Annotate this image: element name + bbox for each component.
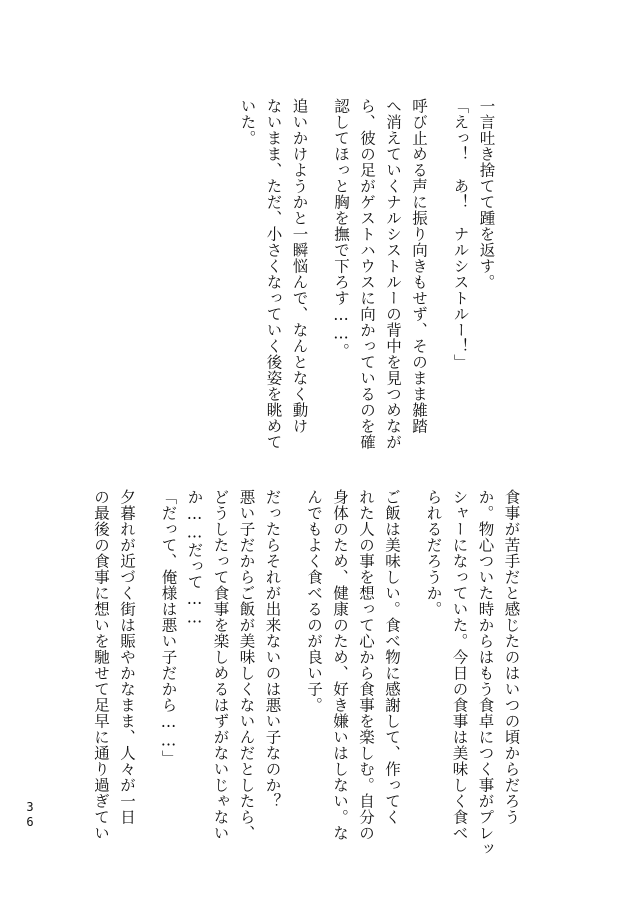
text-line: られるだろうか。	[424, 489, 443, 617]
text-line: いた。	[238, 98, 257, 146]
bottom-text-block	[88, 489, 540, 857]
page-number: 36	[23, 800, 37, 830]
text-line: どうしたって食事を楽しめるはずがないじゃない	[211, 489, 230, 841]
text-line: ご飯は美味しい。食べ物に感謝して、作ってく	[383, 489, 401, 825]
text-line: 悪い子だからご飯が美味しくないんだとしたら、	[237, 489, 256, 841]
text-line: 認してほっと胸を撫で下ろす……。	[332, 98, 350, 359]
top-text-block	[235, 98, 516, 450]
text-line: 身体のため、健康のため、好き嫌いはしない。な	[331, 489, 349, 841]
text-line: の最後の食事に想いを馳せて足早に通り過ぎてい	[92, 489, 110, 841]
text-line: シャーになっていた。今日の食事は美味しく食べ	[450, 489, 469, 841]
text-line: れた人の事を想って心から食事を楽しむ。自分の	[357, 489, 375, 841]
text-line: 夕暮れが近づく街は賑やかなまま、人々が一日	[118, 489, 136, 825]
text-line: か。物心ついた時からはもう食卓につく事がプレッ	[476, 489, 495, 857]
text-line: へ消えていくナルシストルーの背中を見つめなが	[384, 98, 402, 450]
text-line: んでもよく食べるのが良い子。	[305, 489, 323, 713]
text-line: 食事が苦手だと感じたのはいつの頃からだろう	[502, 489, 521, 825]
text-line: だったらそれが出来ないのは悪い子なのか？	[263, 489, 282, 809]
text-line: ら、彼の足がゲストハウスに向かっているのを確	[358, 98, 376, 450]
text-line: 呼び止める声に振り向きもせず、そのまま雑踏	[410, 98, 428, 434]
text-line: か……だって……	[185, 489, 204, 627]
text-line: ないまま、ただ、小さくなっていく後姿を眺めて	[264, 98, 283, 450]
text-line: 追いかけようかと一瞬悩んで、なんとなく動け	[290, 98, 309, 434]
dialogue-line: 「だって、俺様は悪い子だから……」	[159, 489, 178, 766]
text-line: 一言吐き捨てて踵を返す。	[477, 98, 496, 290]
dialogue-line: 「えっ！ あ！ ナルシストルー！」	[451, 98, 470, 370]
